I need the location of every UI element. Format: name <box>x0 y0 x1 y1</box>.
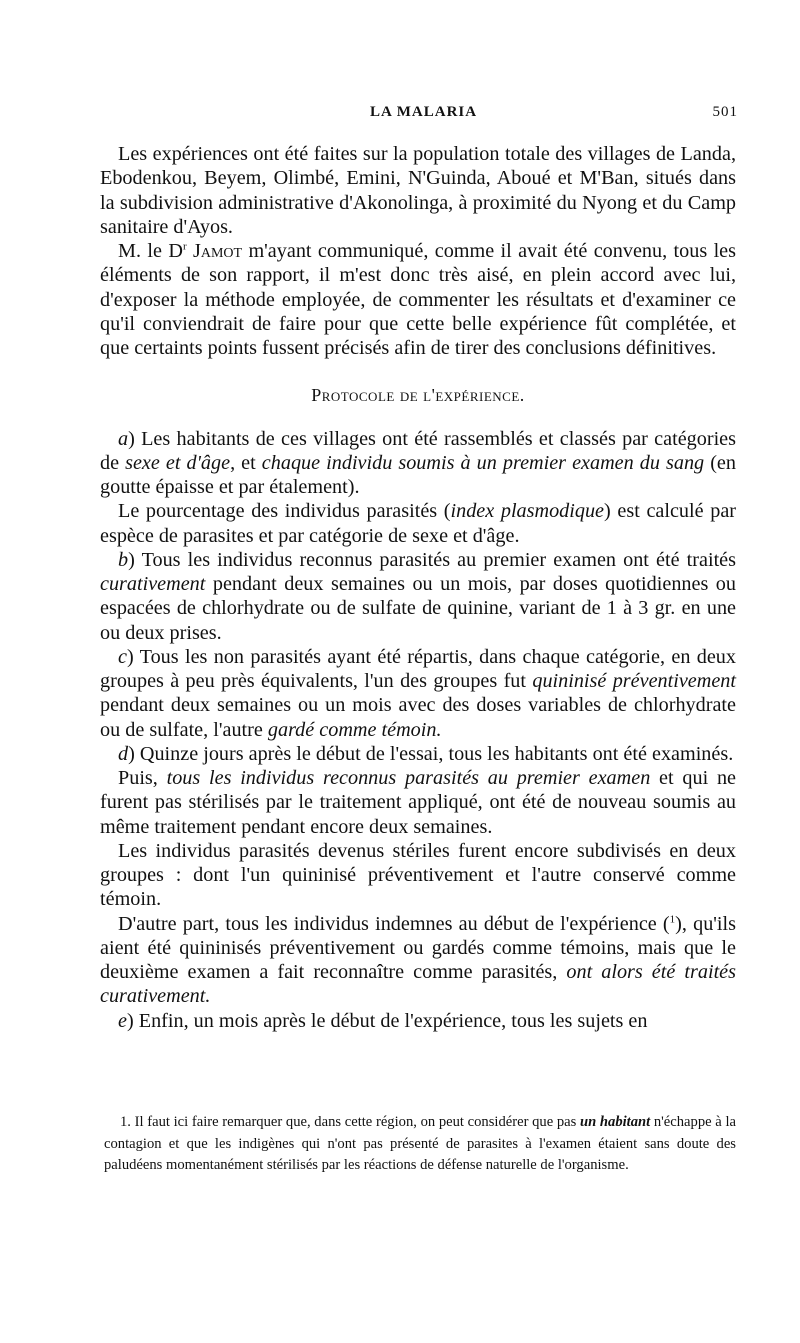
footnote-text: 1. Il faut ici faire remarquer que, dans cette région, on peut considérer que pas un habitant n'échappe à la contagion et que les indigènes qui n'ont pas présenté de parasites à l'examen étaient sans doute des paludéens momentanément stérilisés par les réactions de défense naturelle de l'organisme. <box>104 1114 736 1173</box>
item-c: c) Tous les non parasités ayant été répartis, dans chaque catégorie, en deux groupes à peu près équivalents, l'un des groupes fut quininisé préventivement pendant deux semaines ou un mois avec des doses variables de chlorhydrate ou de sulfate, l'autre gardé comme témoin. <box>100 645 736 741</box>
item-d: d) Quinze jours après le début de l'essai, tous les habitants ont été examinés. <box>118 742 734 765</box>
paragraph-jamot: M. le $D^r$ Jamot m'ayant communiqué, comme il avait été convenu, tous les éléments de son rapport, il m'est donc très aisé, en plein accord avec lui, d'exposer la méthode employée, de commenter les résultats et d'examiner ce qu'il conviendrait de faire pour que cette belle expérience fût complétée, et que certaints points fussent précisés afin de tirer des conclusions définitives. <box>100 240 736 359</box>
running-title: LA MALARIA <box>370 104 478 120</box>
body-text <box>100 142 736 1033</box>
paragraph-steriles: Les individus parasités devenus stériles furent encore subdivisés en deux groupes : dont l'un quininisé préventivement et l'autre conservé comme témoin. <box>100 839 736 911</box>
paragraph-autre-part: D'autre part, tous les individus indemnes au début de l'expérience ($^1$), qu'ils aient été quininisés préventivement ou gardés comme témoins, mais que le deuxième examen a fait reconnaître comme parasités, ont alors été traités curativement. <box>100 912 736 1008</box>
footnote-reference: 1 <box>669 912 676 925</box>
section-heading: Protocole de l'expérience. <box>311 385 525 406</box>
item-b: b) Tous les individus reconnus parasités au premier examen ont été traités curativement pendant deux semaines ou un mois, par doses quotidiennes ou espacées de chlorhydrate ou de sulfate de quinine, variant de 1 à 3 gr. en une ou deux prises. <box>100 548 736 644</box>
footnote <box>104 1112 736 1177</box>
page-number: 501 <box>712 104 738 120</box>
paragraph-puis: Puis, tous les individus reconnus parasités au premier examen et qui ne furent pas stérilisés par le traitement appliqué, ont été de nouveau soumis au même traitement pendant encore deux semaines. <box>100 767 736 838</box>
footnote-number: 1. <box>120 1114 131 1130</box>
item-a: a) Les habitants de ces villages ont été rassemblés et classés par catégories de sexe et d'âge, et chaque individu soumis à un premier examen du sang (en goutte épaisse et par étalement). <box>100 427 736 498</box>
author-name: Jamot <box>193 240 243 262</box>
item-e: e) Enfin, un mois après le début de l'expérience, tous les sujets en <box>118 1009 648 1032</box>
running-header <box>100 104 738 130</box>
paragraph-villages: Les expériences ont été faites sur la population totale des villages de Landa, Ebodenkou, Beyem, Olimbé, Emini, N'Guinda, Aboué et M'Ban, situés dans la subdivision administrative d'Akonolinga, à proximité du Nyong et du Camp sanitaire d'Ayos. <box>100 143 736 238</box>
paragraph-pourcentage: Le pourcentage des individus parasités (index plasmodique) est calculé par espèce de parasites et par catégorie de sexe et d'âge. <box>100 500 736 547</box>
